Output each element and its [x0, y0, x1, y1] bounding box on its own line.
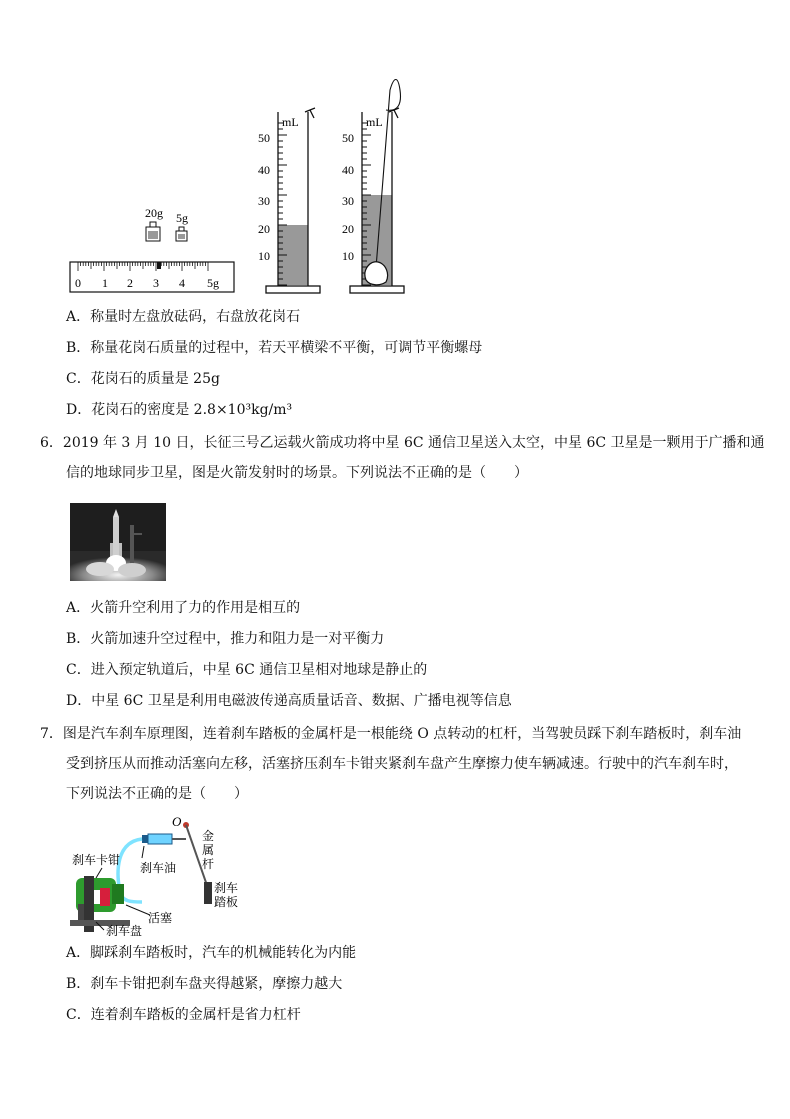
weight-20g-icon: [146, 222, 160, 241]
q7-stem-line-3: 下列说法不正确的是（ ）: [66, 786, 248, 802]
ml-label: mL: [366, 115, 383, 129]
brake-pedal-label: 踏板: [214, 895, 239, 909]
brake-oil-label: 刹车油: [140, 861, 177, 875]
cylinder-scale-label: 20: [342, 222, 354, 236]
cylinder-scale-label: 10: [258, 249, 270, 263]
balance-scale-ruler: [70, 262, 234, 292]
pivot-o-label: O: [172, 814, 182, 829]
cylinder-scale-label: 50: [258, 131, 270, 145]
brake-pedal: [204, 882, 212, 904]
cylinder-scale-label: 20: [258, 222, 270, 236]
cylinder-scale-label: 40: [258, 163, 270, 177]
granite-stone: [365, 262, 388, 285]
rider-marker: [157, 262, 161, 269]
ruler-label: 2: [127, 276, 133, 290]
brake-pedal-label: 刹车: [214, 881, 239, 895]
ml-label: mL: [282, 115, 299, 129]
piston: [100, 888, 110, 906]
caliper-label: 刹车卡钳: [72, 853, 121, 867]
ruler-label: 3: [153, 276, 159, 290]
ruler-label: 1: [102, 276, 108, 290]
brake-diagram: [66, 812, 256, 936]
cylinder-scale-label: 50: [342, 131, 354, 145]
q7-option-c: C．连着刹车踏板的金属杆是省力杠杆: [66, 1007, 301, 1023]
weight-5g-icon: [176, 227, 187, 241]
q6-stem-line-2: 信的地球同步卫星，图是火箭发射时的场景。下列说法不正确的是（ ）: [66, 465, 528, 481]
ruler-label: 0: [75, 276, 81, 290]
q5-option-c: C．花岗石的质量是 25g: [66, 371, 220, 387]
q7-stem-line-1: 7．图是汽车刹车原理图，连着刹车踏板的金属杆是一根能绕 O 点转动的杠杆，当驾驶员踩下刹车踏板时，刹车油: [40, 726, 742, 742]
q7-stem-line-2: 受到挤压从而推动活塞向左移，活塞挤压刹车卡钳夹紧刹车盘产生摩擦力使车辆减速。行驶中的汽车刹车时，: [66, 756, 738, 772]
cylinder-scale-label: 30: [342, 194, 354, 208]
cylinder-scale-label: 30: [258, 194, 270, 208]
q6-option-c: C．进入预定轨道后，中星 6C 通信卫星相对地球是静止的: [66, 662, 428, 678]
ruler-label: 5g: [207, 276, 219, 290]
ruler-label: 4: [179, 276, 185, 290]
cylinder-scale-label: 40: [342, 163, 354, 177]
graduated-cylinder-1: [258, 108, 320, 293]
metal-rod-label: 属: [202, 843, 215, 857]
metal-rod-label: 金: [202, 829, 215, 843]
brake-disc-label: 刹车盘: [106, 924, 143, 936]
rocket-launch-image: [70, 503, 166, 581]
q6-option-a: A．火箭升空利用了力的作用是相互的: [66, 600, 301, 616]
q7-option-b: B．刹车卡钳把刹车盘夹得越紧，摩擦力越大: [66, 976, 343, 992]
weight-20g-label: 20g: [145, 206, 163, 220]
metal-rod-label: 杆: [202, 857, 215, 871]
q5-option-d: D．花岗石的密度是 2.8×10³kg/m³: [66, 402, 293, 418]
q5-figure: [60, 70, 420, 300]
graduated-cylinder-2: [342, 80, 404, 294]
q7-option-a: A．脚踩刹车踏板时，汽车的机械能转化为内能: [66, 945, 357, 961]
weight-5g-label: 5g: [176, 211, 188, 225]
q5-option-a: A．称量时左盘放砝码，右盘放花岗石: [66, 309, 301, 325]
q6-stem-line-1: 6．2019 年 3 月 10 日，长征三号乙运载火箭成功将中星 6C 通信卫星送入太空，中星 6C 卫星是一颗用于广播和通: [40, 435, 765, 451]
q6-option-b: B．火箭加速升空过程中，推力和阻力是一对平衡力: [66, 631, 385, 647]
cylinder-scale-label: 10: [342, 249, 354, 263]
piston-label: 活塞: [148, 911, 173, 925]
q5-option-b: B．称量花岗石质量的过程中，若天平横梁不平衡，可调节平衡螺母: [66, 340, 483, 356]
q6-option-d: D．中星 6C 卫星是利用电磁波传递高质量话音、数据、广播电视等信息: [66, 693, 512, 709]
